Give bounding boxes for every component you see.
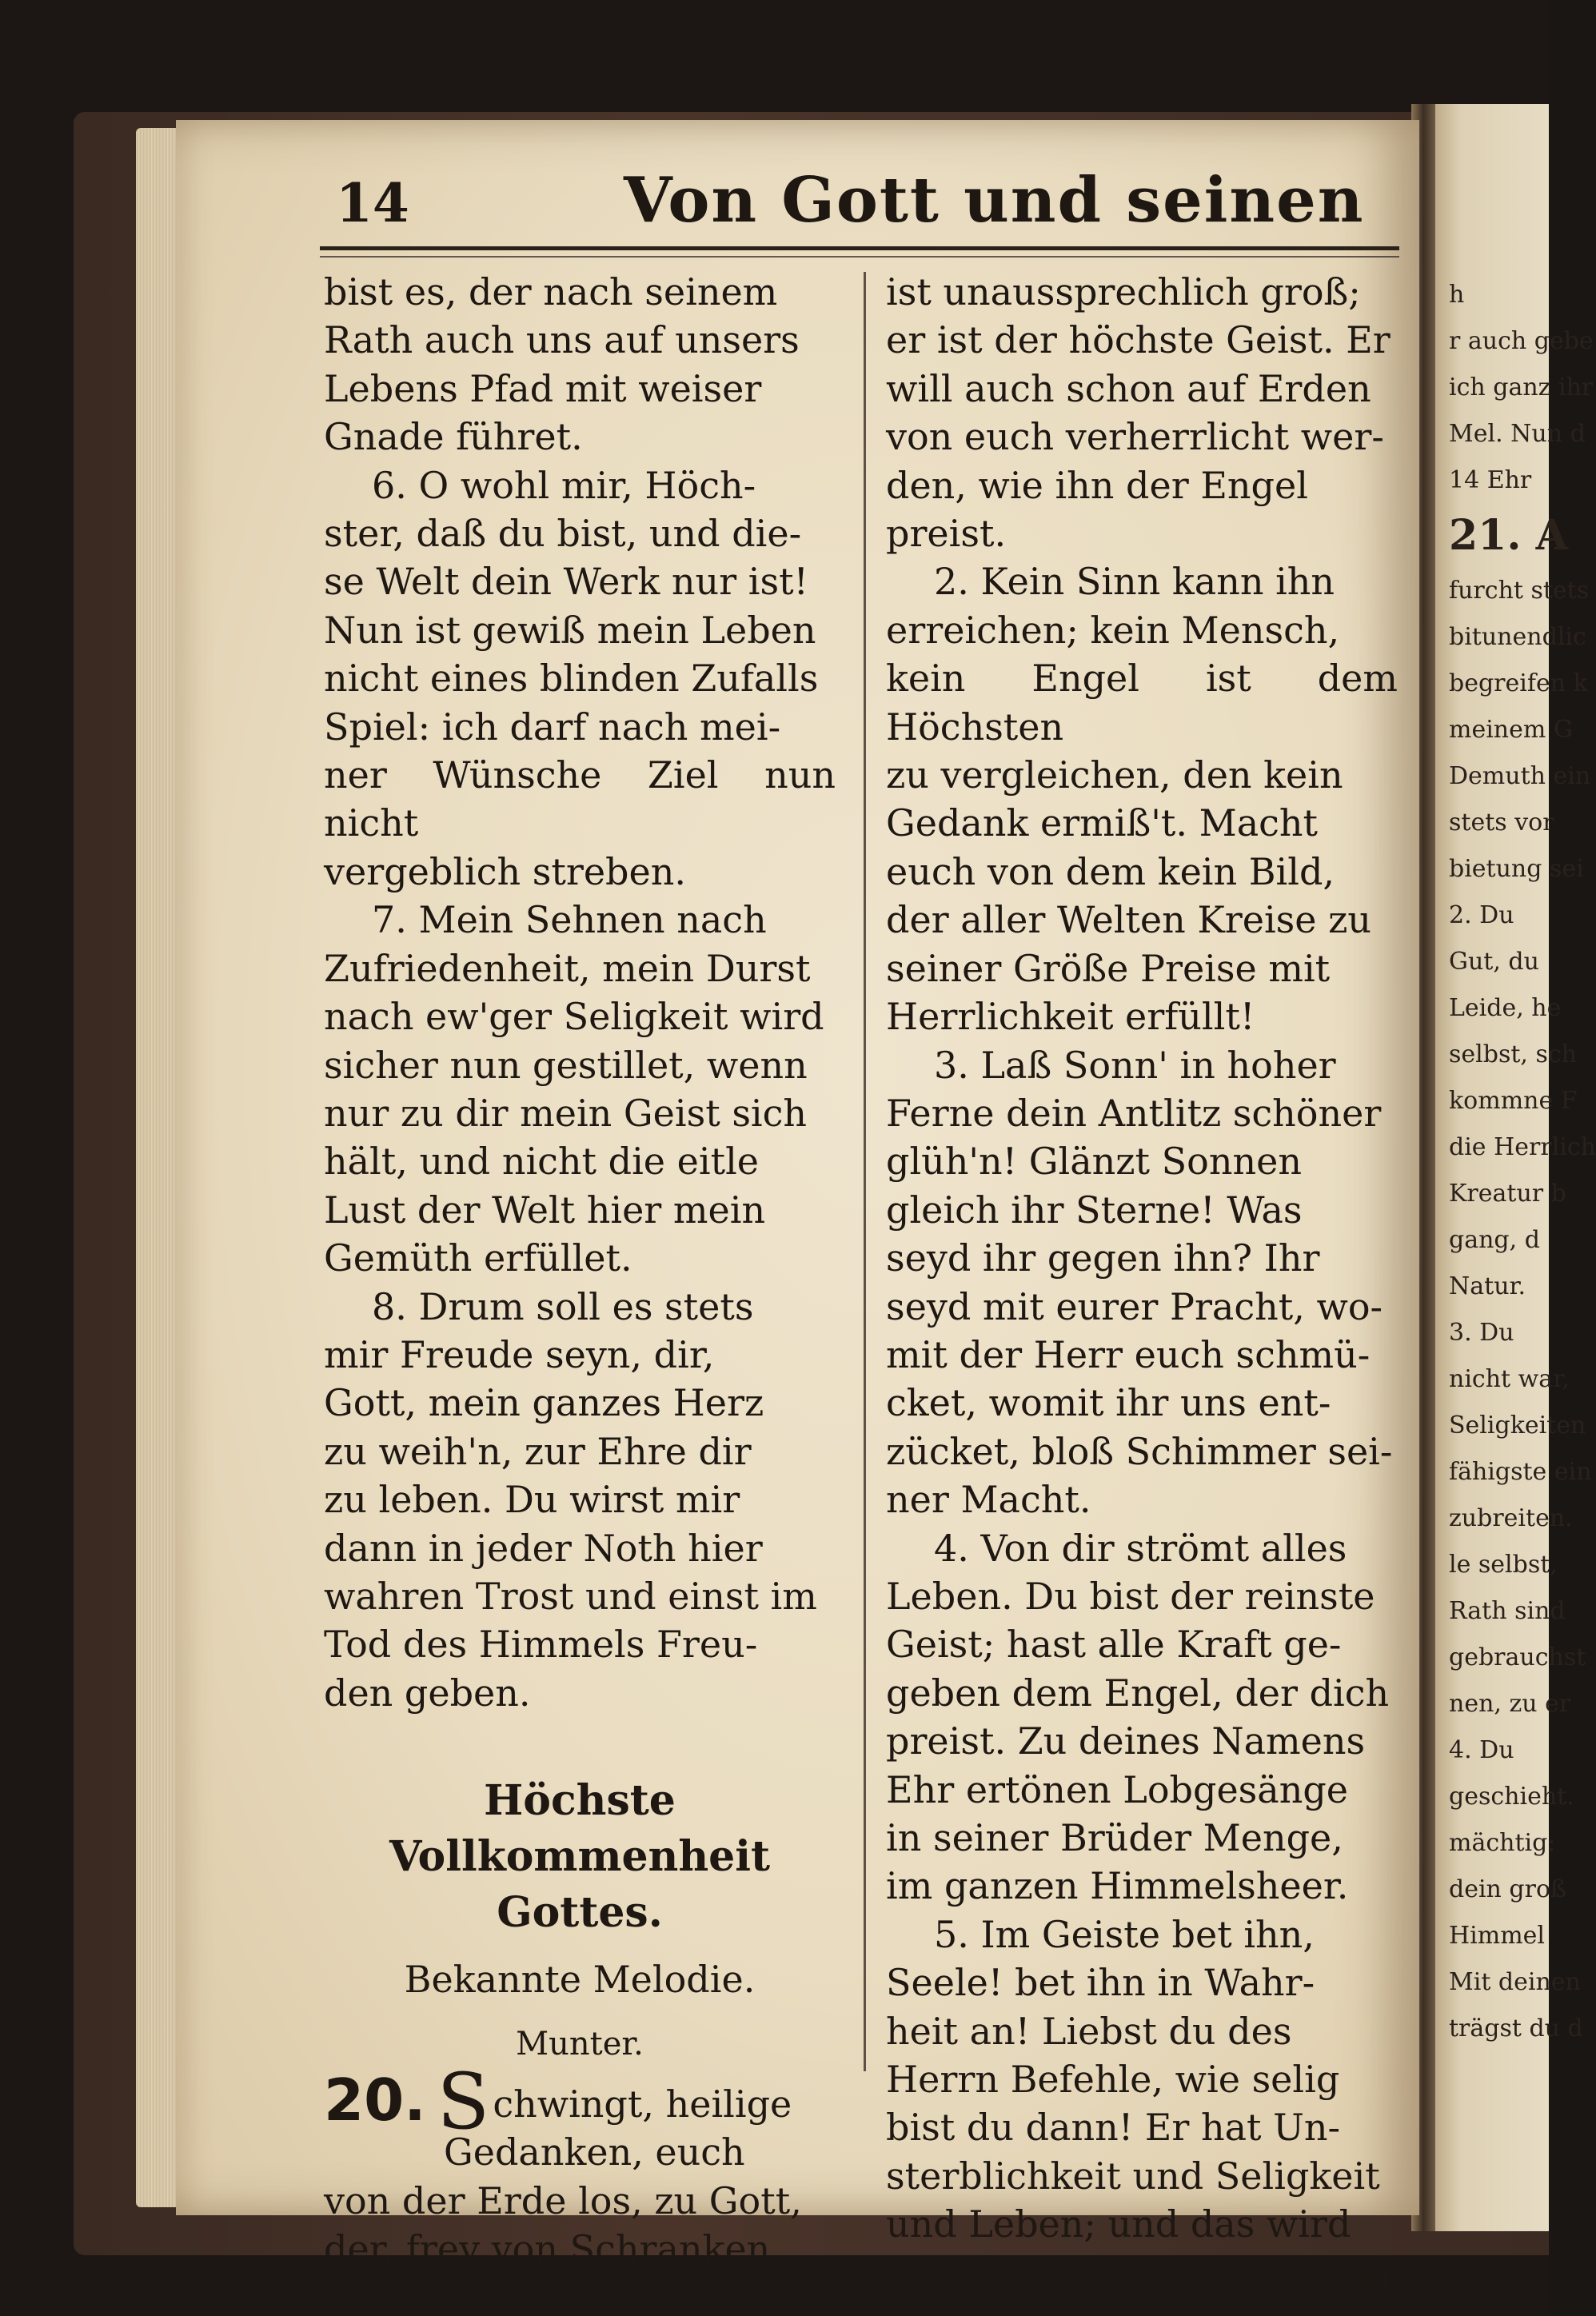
adjacent-page-text	[1449, 272, 1596, 2052]
fragment-line: r auch gebe	[1449, 327, 1594, 355]
text-line: 3. Laß Sonn' in hoher	[934, 1043, 1336, 1087]
continued-text	[324, 268, 836, 461]
text-line: Herrlichkeit erfüllt!	[886, 995, 1255, 1039]
text-line: hält, und nicht die eitle	[324, 1140, 760, 1184]
fragment-line: fähigste ein	[1449, 1458, 1592, 1486]
fragment-line: meinem G	[1449, 716, 1573, 744]
text-line: in seiner Brüder Menge,	[886, 1816, 1343, 1859]
text-line: zu weih'n, zur Ehre dir	[324, 1429, 752, 1473]
text-line: Spiel: ich darf nach mei-	[324, 705, 781, 749]
verse-6	[324, 461, 836, 896]
text-line: nicht eines blinden Zufalls	[324, 657, 819, 701]
fragment-line: gang, d	[1449, 1226, 1540, 1254]
left-column	[324, 268, 836, 2274]
page-number: 14	[336, 172, 409, 234]
text-line: 5. Im Geiste bet ihn,	[934, 1912, 1315, 1956]
text-line: dann in jeder Noth hier	[324, 1526, 763, 1570]
text-line: cket, womit ihr uns ent-	[886, 1381, 1331, 1425]
text-line: sicher nun gestillet, wenn	[324, 1043, 808, 1087]
fragment-line: begreifen k	[1449, 669, 1588, 697]
text-line: und Leben; und das wird	[886, 2202, 1351, 2246]
fragment-line: Rath sind	[1449, 1597, 1566, 1625]
song-title	[324, 1773, 836, 1941]
text-line: seyd ihr gegen ihn? Ihr	[886, 1236, 1320, 1280]
text-line: Herrn Befehle, wie selig	[886, 2058, 1340, 2102]
running-title: Von Gott und seinen	[624, 164, 1365, 237]
fragment-line: 3. Du	[1449, 1319, 1514, 1347]
fragment-line: geschieht.	[1449, 1783, 1574, 1811]
fragment-line: Demuth ein	[1449, 762, 1591, 790]
text-line: will auch schon auf Erden	[886, 366, 1371, 410]
text-line: 2. Kein Sinn kann ihn	[934, 560, 1335, 604]
text-line: Gnade führet.	[324, 415, 583, 459]
text-line: Gedanken, euch	[444, 2130, 745, 2174]
text-line: Seele! bet ihn in Wahr-	[886, 1961, 1315, 2005]
text-line: 4. Von dir strömt alles	[934, 1526, 1347, 1570]
text-line: Ferne dein Antlitz schöner	[886, 1091, 1382, 1135]
text-line: 7. Mein Sehnen nach	[372, 898, 767, 942]
fragment-line: mächtig:	[1449, 1829, 1556, 1857]
text-line: nur zu dir mein Geist sich	[324, 1091, 808, 1135]
text-line: Zufriedenheit, mein Durst	[324, 946, 811, 990]
fragment-line: kommne F	[1449, 1087, 1578, 1115]
fragment-line: Kreatur b	[1449, 1180, 1566, 1208]
text-line: se Welt dein Werk nur ist!	[324, 560, 809, 604]
fragment-line: die Herrlich	[1449, 1133, 1596, 1161]
fragment-line: nen, zu er	[1449, 1690, 1571, 1718]
text-line: Ehr ertönen Lobgesänge	[886, 1767, 1348, 1811]
text-line: zücket, bloß Schimmer sei-	[886, 1429, 1393, 1473]
header-rule	[320, 246, 1399, 250]
verse-3	[886, 1041, 1398, 1524]
fragment-line: selbst, sch	[1449, 1040, 1577, 1068]
text-line: wahren Trost und einst im	[324, 1574, 817, 1618]
text-line: preist. Zu deines Namens	[886, 1719, 1366, 1763]
text-line: Geist; hast alle Kraft ge-	[886, 1623, 1342, 1667]
text-line: der, frey von Schranken,	[324, 2227, 782, 2271]
text-line: seiner Größe Preise mit	[886, 946, 1331, 990]
fragment-line: gebrauchst	[1449, 1643, 1586, 1671]
fragment-line: bietung sei	[1449, 855, 1584, 883]
text-line: von der Erde los, zu Gott,	[324, 2178, 802, 2222]
fragment-line: Seligkeiten	[1449, 1412, 1586, 1440]
text-line: Nun ist gewiß mein Leben	[324, 608, 816, 652]
fragment-line: ich ganz ihr	[1449, 373, 1594, 401]
text-line: geben dem Engel, der dich	[886, 1671, 1390, 1715]
text-line: sterblichkeit und Seligkeit	[886, 2154, 1380, 2198]
fragment-line: bitunendlic	[1449, 623, 1586, 651]
text-line: mit der Herr euch schmü-	[886, 1332, 1371, 1376]
continued-text	[886, 268, 1398, 557]
text-line: zu vergleichen, den kein	[886, 753, 1343, 797]
fragment-line: 4. Du	[1449, 1736, 1514, 1764]
fragment-line: zubreiten.	[1449, 1504, 1573, 1532]
text-line: 8. Drum soll es stets	[372, 1284, 754, 1328]
right-column	[886, 268, 1398, 2300]
header-rule-thin	[320, 256, 1399, 258]
tempo-marking: Munter.	[516, 2025, 644, 2062]
text-line: der aller Welten Kreise zu	[886, 898, 1371, 942]
text-line: nach ew'ger Seligkeit wird	[324, 995, 824, 1039]
fragment-line: 21. A	[1449, 511, 1568, 560]
text-line: glüh'n! Glänzt Sonnen	[886, 1140, 1302, 1184]
fragment-line: stets vor	[1449, 809, 1554, 837]
text-line: ster, daß du bist, und die-	[324, 512, 802, 556]
verse-5	[886, 1911, 1398, 2249]
fragment-line: trägst du d	[1449, 2015, 1583, 2042]
text-line: euch von dem kein Bild,	[886, 849, 1335, 893]
fragment-line: Natur.	[1449, 1272, 1526, 1300]
text-line: preist.	[886, 512, 1007, 556]
fragment-line: Mel. Nun d	[1449, 420, 1586, 448]
text-line: Lust der Welt hier mein	[324, 1188, 766, 1232]
text-line: mir Freude seyn, dir,	[324, 1332, 715, 1376]
song-title-line: Höchste Vollkommenheit	[389, 1776, 771, 1882]
fragment-line: nicht war,	[1449, 1365, 1570, 1393]
fragment-line: h	[1449, 281, 1465, 309]
song-title-line: Gottes.	[497, 1888, 663, 1938]
text-line: heit an! Liebst du des	[886, 2009, 1292, 2053]
fragment-line: le selbst,	[1449, 1551, 1558, 1579]
text-line: Gedank ermiß't. Macht	[886, 801, 1319, 845]
text-line: ner Wünsche Ziel nun nicht	[324, 753, 836, 845]
text-line: seyd mit eurer Pracht, wo-	[886, 1284, 1383, 1328]
drop-cap: S	[437, 2057, 490, 2146]
text-line: bist es, der nach seinem	[324, 270, 778, 313]
page-header	[336, 164, 1399, 252]
fragment-line: 14 Ehr	[1449, 466, 1532, 494]
text-line: Gemüth erfüllet.	[324, 1236, 632, 1280]
verse-4	[886, 1524, 1398, 1911]
verse-2	[886, 557, 1398, 1040]
fragment-line: Gut, du	[1449, 948, 1539, 976]
verse-7	[324, 896, 836, 1282]
fragment-line: 2. Du	[1449, 901, 1514, 929]
text-line: Gott, mein ganzes Herz	[324, 1381, 764, 1425]
fragment-line: dein groß	[1449, 1875, 1567, 1903]
text-line: bist du dann! Er hat Un-	[886, 2106, 1341, 2150]
text-line: erreichen; kein Mensch,	[886, 608, 1340, 652]
hymn-20	[324, 2057, 836, 2274]
hymn-first-line	[324, 2057, 836, 2146]
text-line: ist unaussprechlich groß;	[886, 270, 1361, 313]
verse-8	[324, 1283, 836, 1718]
melody-note: Bekannte Melodie.	[404, 1958, 756, 2002]
text-line: im ganzen Himmelsheer.	[886, 1864, 1349, 1908]
text-line: Rath auch uns auf unsers	[324, 318, 800, 362]
text-line: Tod des Himmels Freu-	[324, 1623, 758, 1667]
text-line: kein Engel ist dem Höchsten	[886, 657, 1398, 749]
text-line: Lebens Pfad mit weiser	[324, 366, 762, 410]
text-line: Leben. Du bist der reinste	[886, 1574, 1375, 1618]
text-line: 6. O wohl mir, Höch-	[372, 463, 756, 507]
text-line: vergeblich streben.	[324, 849, 686, 893]
hymn-number: 20.	[324, 2066, 426, 2134]
text-line: den, wie ihn der Engel	[886, 463, 1308, 507]
text-line: den geben.	[324, 1671, 531, 1715]
text-line: von euch verherrlicht wer-	[886, 415, 1384, 459]
fragment-line: Himmel	[1449, 1922, 1545, 1950]
text-line: er ist der höchste Geist. Er	[886, 318, 1391, 362]
fragment-line: furcht stets	[1449, 577, 1590, 605]
text-line: ner Macht.	[886, 1478, 1091, 1522]
text-line: zu leben. Du wirst mir	[324, 1478, 740, 1522]
fragment-line: Leide, he	[1449, 994, 1562, 1022]
catchword: er	[1358, 2254, 1398, 2298]
text-line: gleich ihr Sterne! Was	[886, 1188, 1303, 1232]
fragment-line: Mit deinen	[1449, 1968, 1581, 1996]
column-divider	[864, 272, 866, 2071]
text-line: chwingt, heilige	[493, 2082, 792, 2126]
